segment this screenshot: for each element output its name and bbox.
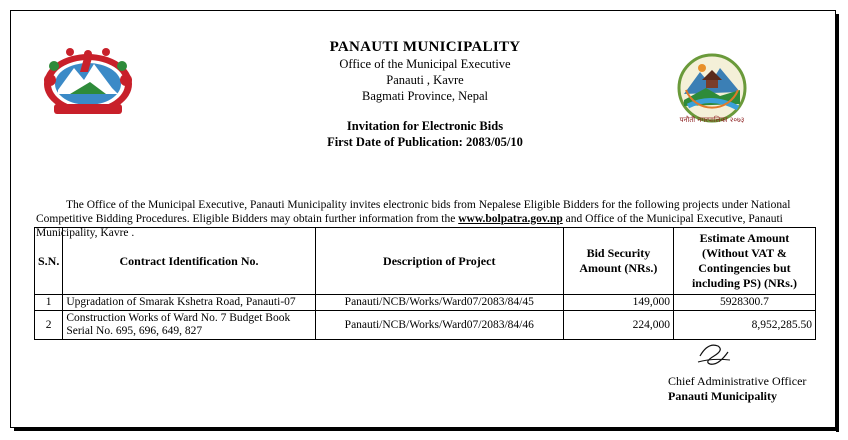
notice-title: Invitation for Electronic Bids — [346, 119, 504, 133]
officer-signature — [694, 338, 734, 368]
office-line: Office of the Municipal Executive — [339, 57, 511, 71]
publication-date: First Date of Publication: 2083/05/10 — [327, 135, 523, 149]
table-header-row — [35, 228, 816, 295]
notice-header — [200, 38, 650, 150]
row-security: 224,000 — [563, 311, 673, 340]
municipality-title: PANAUTI MUNICIPALITY — [329, 39, 521, 55]
row-estimate: 8,952,285.50 — [673, 311, 815, 340]
bids-table — [34, 227, 816, 340]
header-contract: Contract Identification No. — [63, 228, 315, 295]
row-description: Panauti/NCB/Works/Ward07/2083/84/45 — [315, 295, 563, 311]
location-line: Panauti , Kavre — [386, 73, 464, 87]
row-sn: 2 — [35, 311, 63, 340]
signatory-org: Panauti Municipality — [668, 389, 778, 403]
signatory-role: Chief Administrative Officer — [668, 374, 807, 388]
row-description: Panauti/NCB/Works/Ward07/2083/84/46 — [315, 311, 563, 340]
header-description: Description of Project — [315, 228, 563, 295]
header-security: Bid Security Amount (NRs.) — [563, 228, 673, 295]
border-shadow-bottom — [14, 428, 839, 431]
bolpatra-link[interactable]: www.bolpatra.gov.np — [458, 213, 563, 225]
intro-text-before: The Office of the Municipal Executive, Panauti Municipality invites electronic bids from Nepalese Eligible Bidders for the following projects under National Competitive Bidding Procedures. Eligible Bidders may obtain further information from the — [36, 199, 791, 225]
row-sn: 1 — [35, 295, 63, 311]
nepal-emblem-logo — [40, 44, 136, 120]
table-row — [35, 295, 816, 311]
header-sn: S.N. — [35, 228, 63, 295]
intro-text-after: and Office of the Municipal Executive, Panauti Municipality, Kavre . — [36, 213, 783, 239]
table-row — [35, 311, 816, 340]
province-line: Bagmati Province, Nepal — [361, 89, 488, 103]
row-security: 149,000 — [563, 295, 673, 311]
panauti-municipality-logo — [672, 50, 752, 128]
header-estimate: Estimate Amount (Without VAT & Contingencies but including PS) (NRs.) — [673, 228, 815, 295]
row-estimate: 5928300.7 — [673, 295, 815, 311]
row-contract: Upgradation of Smarak Kshetra Road, Panauti-07 — [63, 295, 315, 311]
row-contract: Construction Works of Ward No. 7 Budget Book Serial No. 695, 696, 649, 827 — [63, 311, 315, 340]
logo-caption: पनौती नगरपालिका २०७३ — [679, 116, 745, 124]
border-shadow-right — [836, 14, 839, 432]
